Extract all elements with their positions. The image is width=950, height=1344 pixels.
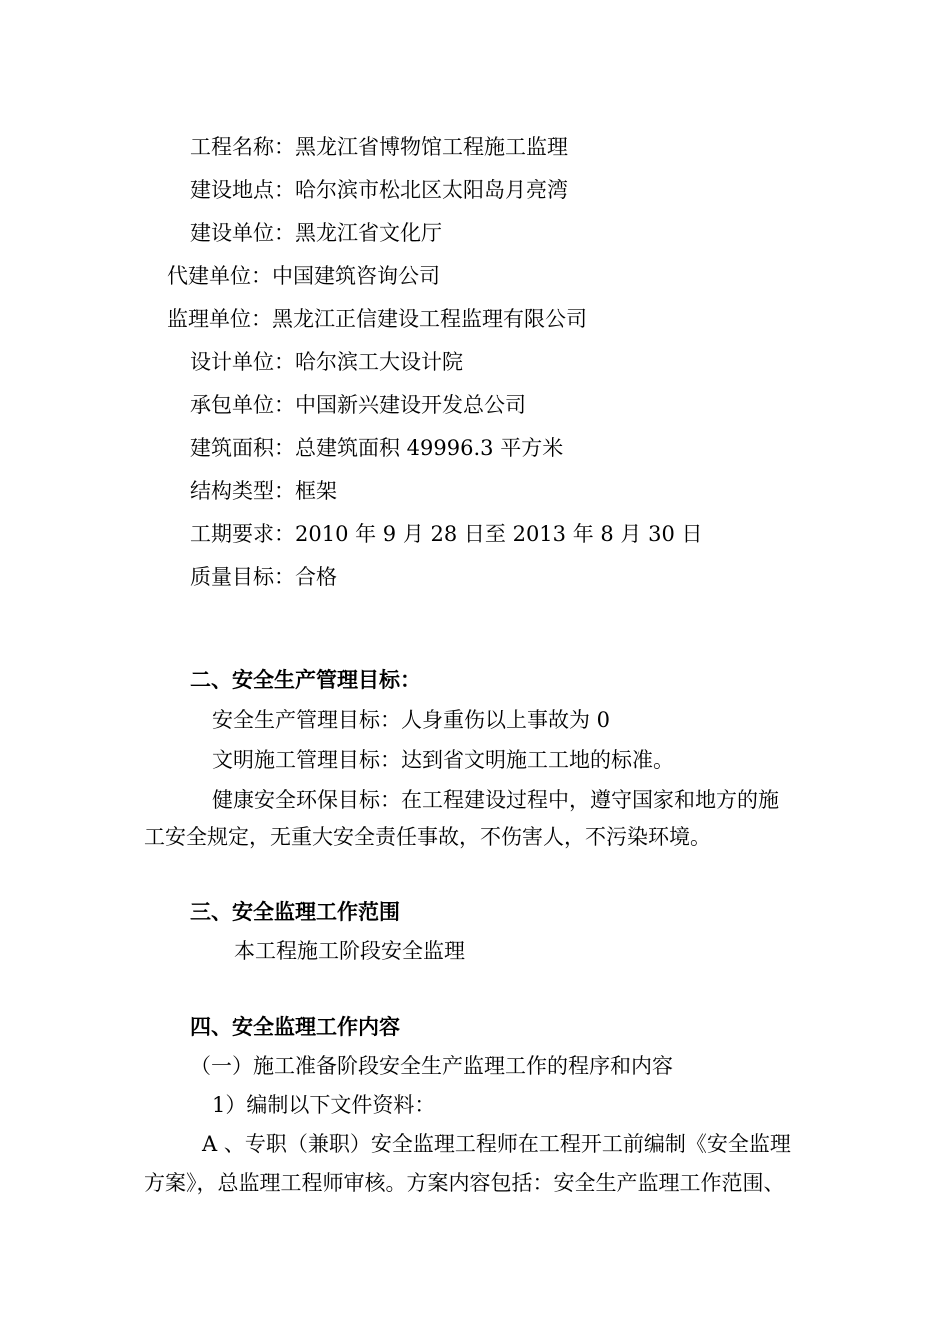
section2-safety-goal: 安全生产管理目标：人身重伤以上事故为 0	[212, 708, 611, 732]
section3-heading: 三、安全监理工作范围	[190, 899, 400, 924]
info-value: 黑龙江省博物馆工程施工监理	[295, 135, 568, 159]
info-label: 设计单位：	[190, 350, 295, 374]
info-label: 建筑面积：	[190, 436, 295, 460]
info-value: 哈尔滨市松北区太阳岛月亮湾	[295, 178, 568, 202]
info-label: 建设单位：	[190, 221, 295, 245]
section4-subheading: （一）施工准备阶段安全生产监理工作的程序和内容	[190, 1054, 673, 1078]
info-value: 2010 年 9 月 28 日至 2013 年 8 月 30 日	[295, 522, 703, 546]
section4-para-a-line2: 方案》，总监理工程师审核。方案内容包括：安全生产监理工作范围、	[144, 1171, 785, 1195]
info-designer	[190, 347, 463, 377]
info-label: 监理单位：	[167, 307, 272, 331]
info-contractor	[190, 390, 526, 420]
info-value: 黑龙江正信建设工程监理有限公司	[272, 307, 587, 331]
info-value: 中国建筑咨询公司	[272, 264, 440, 288]
info-label: 承包单位：	[190, 393, 295, 417]
info-value: 总建筑面积 49996.3 平方米	[295, 436, 564, 460]
section3-scope: 本工程施工阶段安全监理	[234, 939, 465, 963]
section4-para-a-line1: A 、专职（兼职）安全监理工程师在工程开工前编制《安全监理	[202, 1132, 791, 1156]
info-value: 哈尔滨工大设计院	[295, 350, 463, 374]
info-owner	[190, 218, 442, 248]
info-value: 黑龙江省文化厅	[295, 221, 442, 245]
info-label: 质量目标：	[190, 565, 295, 589]
section4-item-1: 1）编制以下文件资料：	[212, 1093, 436, 1117]
section2-health-goal-line1: 健康安全环保目标：在工程建设过程中，遵守国家和地方的施	[212, 788, 779, 812]
info-location	[190, 175, 568, 205]
section2-civil-goal: 文明施工管理目标：达到省文明施工工地的标准。	[212, 748, 674, 772]
section4-heading: 四、安全监理工作内容	[190, 1014, 400, 1039]
info-quality	[190, 562, 337, 592]
info-label: 建设地点：	[190, 178, 295, 202]
info-area	[190, 433, 563, 463]
section2-heading: 二、安全生产管理目标：	[190, 667, 421, 692]
info-value: 合格	[295, 565, 337, 589]
info-agent	[167, 261, 440, 291]
info-label: 工期要求：	[190, 522, 295, 546]
info-structure	[190, 476, 337, 506]
info-label: 工程名称：	[190, 135, 295, 159]
info-supervisor	[167, 304, 587, 334]
info-schedule	[190, 519, 702, 549]
info-project-name	[190, 132, 568, 162]
section2-health-goal-line2: 工安全规定，无重大安全责任事故，不伤害人，不污染环境。	[144, 825, 711, 849]
info-value: 框架	[295, 479, 337, 503]
info-value: 中国新兴建设开发总公司	[295, 393, 526, 417]
info-label: 代建单位：	[167, 264, 272, 288]
info-label: 结构类型：	[190, 479, 295, 503]
